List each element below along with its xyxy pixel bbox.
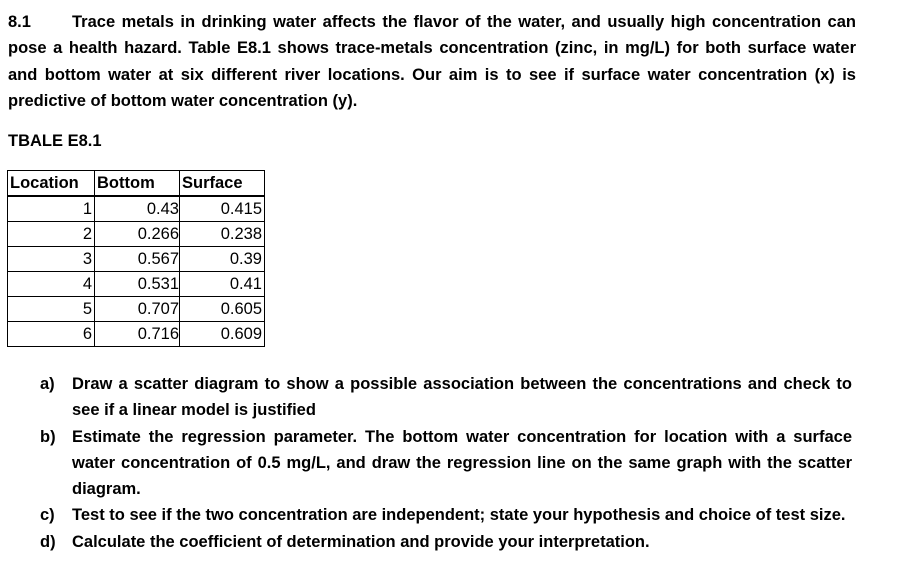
cell-location: 6 xyxy=(8,322,95,347)
cell-surface: 0.605 xyxy=(180,297,265,322)
table-row xyxy=(8,196,265,222)
question-a xyxy=(40,371,852,424)
cell-location: 4 xyxy=(8,272,95,297)
data-table xyxy=(7,170,265,347)
table-row xyxy=(8,322,265,347)
header-surface: Surface xyxy=(180,171,265,197)
cell-location: 5 xyxy=(8,297,95,322)
table-row xyxy=(8,297,265,322)
question-list xyxy=(40,371,852,555)
problem-number: 8.1 xyxy=(8,13,31,31)
question-label: c) xyxy=(40,506,55,525)
question-d xyxy=(40,529,852,555)
cell-location: 1 xyxy=(8,196,95,222)
question-text: Draw a scatter diagram to show a possible association between the concentrations and check to see if a linear model is justified xyxy=(72,375,852,420)
cell-bottom: 0.567 xyxy=(95,247,180,272)
table-header-row xyxy=(8,171,265,197)
header-bottom: Bottom xyxy=(95,171,180,197)
question-label: d) xyxy=(40,532,56,551)
question-label: a) xyxy=(40,375,55,393)
cell-bottom: 0.43 xyxy=(95,196,180,222)
question-label: b) xyxy=(40,427,56,446)
question-text: Estimate the regression parameter. The bottom water concentration for location with a surface water concentration of 0.5 mg/L, and draw the regression line on the same graph with the scatter diagram. xyxy=(72,427,852,499)
header-location: Location xyxy=(8,171,95,197)
cell-bottom: 0.716 xyxy=(95,322,180,347)
question-c xyxy=(40,502,852,528)
question-text: Test to see if the two concentration are independent; state your hypothesis and choice of test size. xyxy=(72,506,846,525)
question-text: Calculate the coefficient of determination and provide your interpretation. xyxy=(72,532,650,551)
cell-surface: 0.39 xyxy=(180,247,265,272)
table-row xyxy=(8,222,265,247)
cell-bottom: 0.707 xyxy=(95,297,180,322)
table-row xyxy=(8,272,265,297)
cell-surface: 0.609 xyxy=(180,322,265,347)
cell-bottom: 0.266 xyxy=(95,222,180,247)
table-title: TBALE E8.1 xyxy=(8,132,102,150)
cell-bottom: 0.531 xyxy=(95,272,180,297)
question-b xyxy=(40,424,852,503)
problem-text: Trace metals in drinking water affects the flavor of the water, and usually high concentration can pose a health hazard. Table E8.1 shows trace-metals concentration (zinc, in mg/L) for both surface water and bottom water at six different river locations. Our aim is to see if surface water concentration (x) is predictive of bottom water concentration (y). xyxy=(8,13,856,110)
problem-statement xyxy=(8,9,856,114)
cell-surface: 0.415 xyxy=(180,196,265,222)
cell-surface: 0.41 xyxy=(180,272,265,297)
table-row xyxy=(8,247,265,272)
cell-surface: 0.238 xyxy=(180,222,265,247)
cell-location: 2 xyxy=(8,222,95,247)
cell-location: 3 xyxy=(8,247,95,272)
